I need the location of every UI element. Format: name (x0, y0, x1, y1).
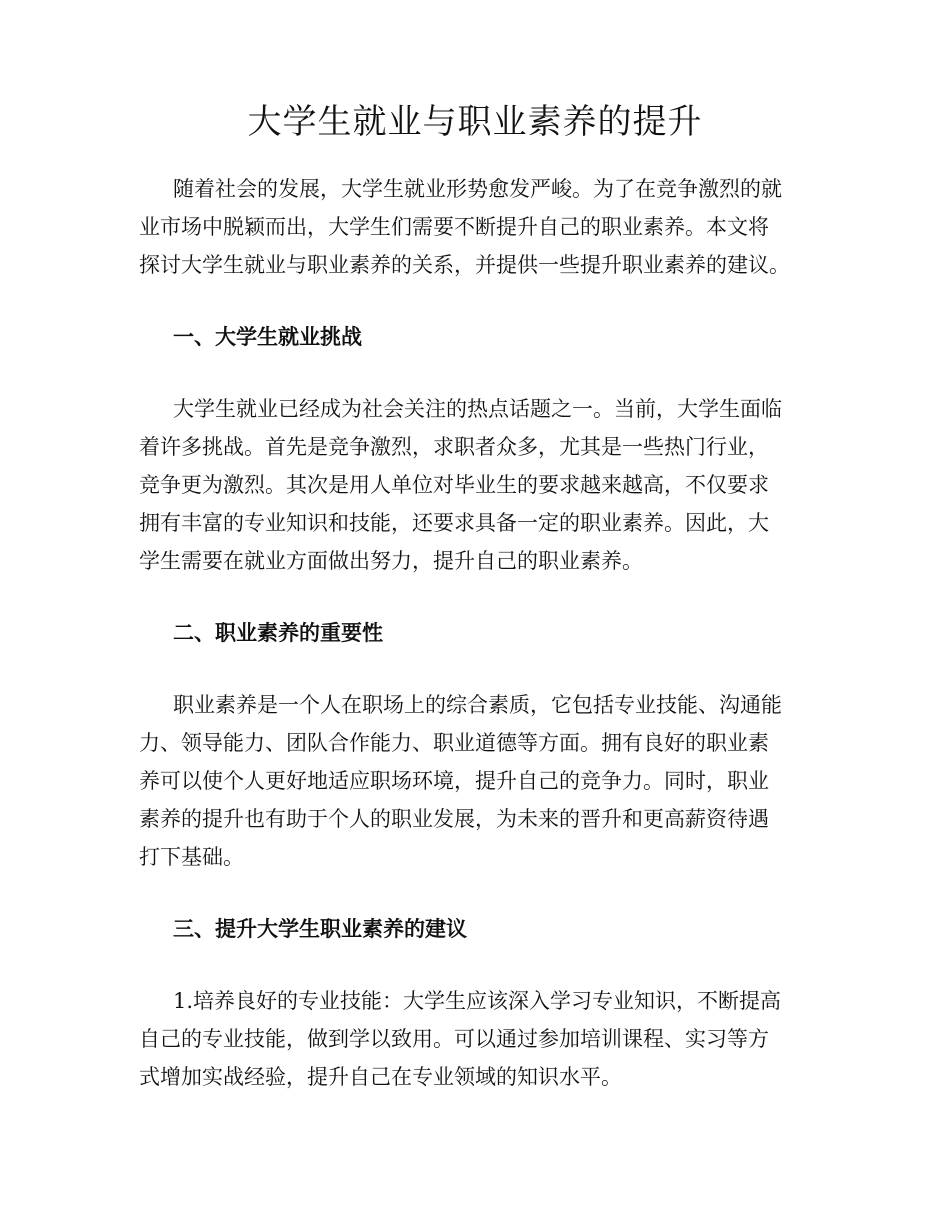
paragraph-line: 式增加实战经验，提升自己在专业领域的知识水平。 (139, 1065, 622, 1089)
paragraph-line: 学生需要在就业方面做出努力，提升自己的职业素养。 (139, 549, 643, 573)
section-1-paragraph (139, 390, 829, 580)
paragraph-line: 业市场中脱颖而出，大学生们需要不断提升自己的职业素养。本文将 (139, 215, 769, 239)
paragraph-line: 职业素养是一个人在职场上的综合素质，它包括专业技能、沟通能 (173, 693, 782, 717)
intro-paragraph (139, 170, 829, 284)
paragraph-line: 随着社会的发展，大学生就业形势愈发严峻。为了在竞争激烈的就 (173, 177, 782, 201)
spacer (139, 284, 829, 318)
paragraph-line: 自己的专业技能，做到学以致用。可以通过参加培训课程、实习等方 (139, 1027, 769, 1051)
spacer (139, 652, 829, 686)
spacer (139, 356, 829, 390)
section-heading-2: 二、职业素养的重要性 (173, 620, 383, 645)
paragraph-line: 打下基础。 (139, 845, 244, 869)
document-body (139, 170, 829, 1096)
section-heading-1: 一、大学生就业挑战 (173, 324, 362, 349)
paragraph-line: 素养的提升也有助于个人的职业发展，为未来的晋升和更高薪资待遇 (139, 807, 769, 831)
paragraph-line: 着许多挑战。首先是竞争激烈，求职者众多，尤其是一些热门行业， (139, 435, 769, 459)
section-2-paragraph (139, 686, 829, 876)
paragraph-line: 养可以使个人更好地适应职场环境，提升自己的竞争力。同时，职业 (139, 769, 769, 793)
paragraph-line: 探讨大学生就业与职业素养的关系，并提供一些提升职业素养的建议。 (139, 253, 790, 277)
paragraph-line: 拥有丰富的专业知识和技能，还要求具备一定的职业素养。因此，大 (139, 511, 769, 535)
spacer (139, 580, 829, 614)
paragraph-line: 大学生就业已经成为社会关注的热点话题之一。当前，大学生面临 (173, 397, 782, 421)
paragraph-line: 力、领导能力、团队合作能力、职业道德等方面。拥有良好的职业素 (139, 731, 769, 755)
paragraph-line: 竞争更为激烈。其次是用人单位对毕业生的要求越来越高，不仅要求 (139, 473, 769, 497)
section-heading-3: 三、提升大学生职业素养的建议 (173, 916, 467, 941)
paragraph-line: 1.培养良好的专业技能：大学生应该深入学习专业知识，不断提高 (173, 989, 782, 1013)
spacer (139, 948, 829, 982)
section-3-paragraph (139, 982, 829, 1096)
document-title: 大学生就业与职业素养的提升 (247, 102, 703, 142)
spacer (139, 876, 829, 910)
